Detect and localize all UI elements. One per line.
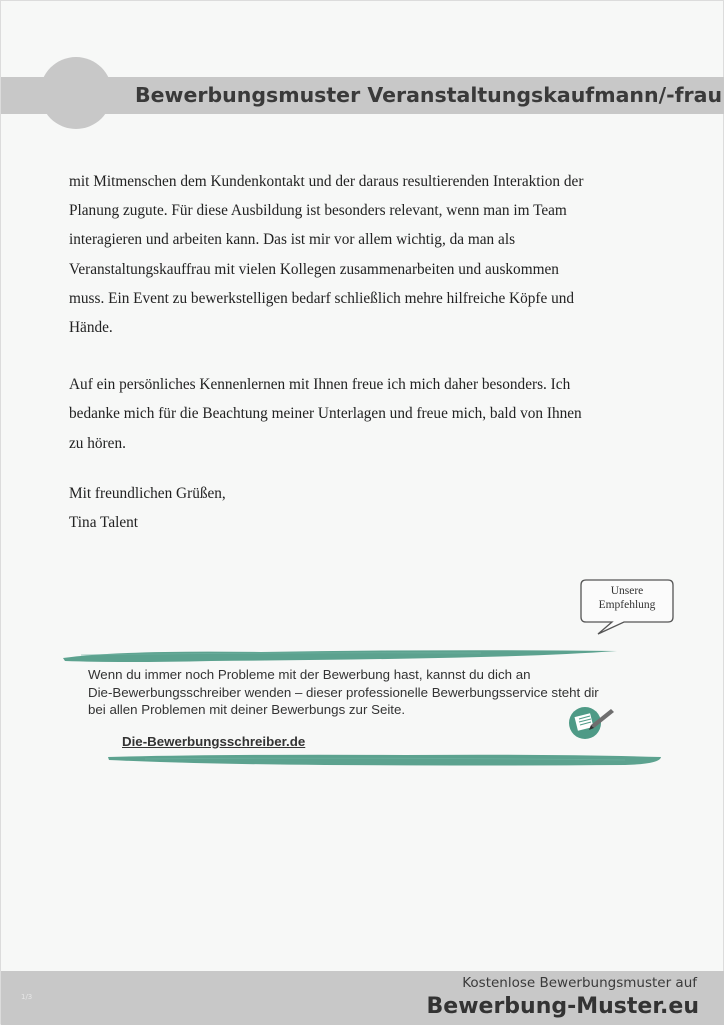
letter-line: Veranstaltungskauffrau mit vielen Kollegen zusammenarbeiten und auskommen [69,260,559,278]
letter-line: mit Mitmenschen dem Kundenkontakt und der daraus resultierenden Interaktion der [69,173,584,190]
brush-stroke-top [61,646,621,666]
recommendation-line: bei allen Problemen mit deiner Bewerbungs zur Seite. [88,702,406,717]
letter-line: muss. Ein Event zu bewerkstelligen bedarf schließlich mehre hilfreiche Köpfe und [69,289,575,307]
letter-body [69,167,669,537]
letter-line: bedanke mich für die Beachtung meiner Unterlagen und freue mich, bald von Ihnen [69,405,582,423]
letter-line: interagieren und arbeiten kann. Das ist mir vor allem wichtig, da man als [69,231,516,249]
letter-signature: Tina Talent [69,514,139,532]
letter-closing: Mit freundlichen Grüßen, [69,484,226,502]
recommendation-line: Die-Bewerbungsschreiber wenden – dieser professionelle Bewerbungsservice steht dir [88,684,599,700]
brush-stroke-bottom [105,749,665,771]
recommendation-text [88,666,648,719]
letter-line: Auf ein persönliches Kennenlernen mit Ihnen freue ich mich daher besonders. Ich [69,376,571,394]
letter-line: Hände. [69,319,113,337]
footer-tagline: Kostenlose Bewerbungsmuster auf [462,975,697,991]
recommendation-link[interactable]: Die-Bewerbungsschreiber.de [122,734,306,749]
bubble-label [584,584,670,612]
page-title: Bewerbungsmuster Veranstaltungskaufmann/-frau [135,83,723,107]
bubble-line: Unsere [610,585,644,597]
title-circle-decoration [40,57,112,129]
letter-line: Planung zugute. Für diese Ausbildung ist besonders relevant, wenn man im Team [69,202,567,220]
bubble-line: Empfehlung [598,599,656,611]
footer-site-link[interactable]: Bewerbung-Muster.eu [426,994,699,1019]
document-pen-icon [567,703,615,739]
page-number: 1/3 [21,993,33,1001]
letter-line: zu hören. [69,434,126,452]
recommendation-line: Wenn du immer noch Probleme mit der Bewerbung hast, kannst du dich an [88,667,531,682]
